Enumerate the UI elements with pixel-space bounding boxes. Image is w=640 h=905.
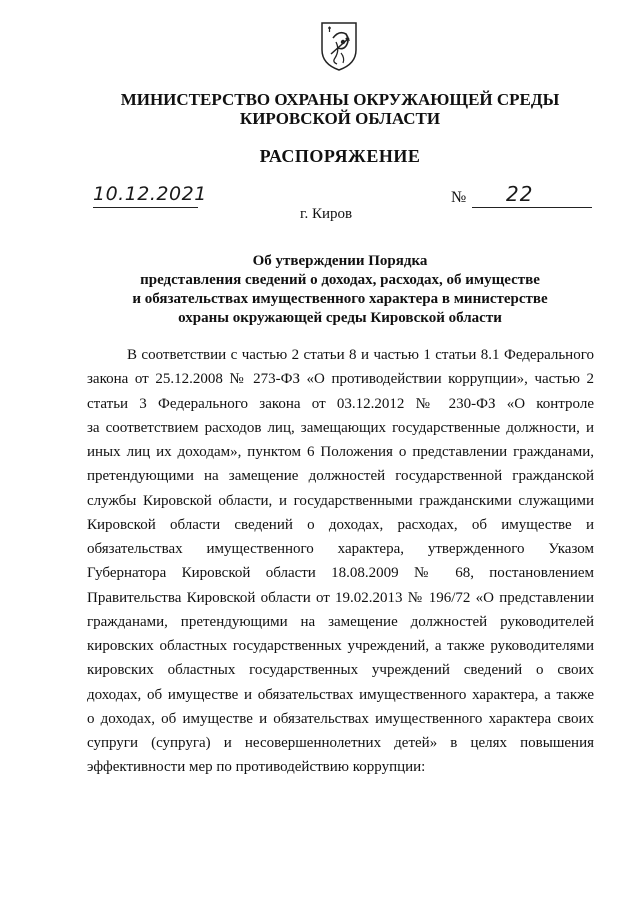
title-line: охраны окружающей среды Кировской области <box>178 310 502 326</box>
body-line: гражданами, претендующими на замещение должностей руководителей <box>87 613 594 630</box>
body-line: В соответствии с частью 2 статьи 8 и частью 1 статьи 8.1 Федерального <box>127 347 594 363</box>
body-line: супруги (супруга) и несовершеннолетних детей» в целях повышения <box>87 735 594 751</box>
body-line: за соответствием расходов лиц, замещающих государственные должности, и <box>87 419 594 436</box>
title-line: и обязательствах имущественного характера в министерстве <box>132 291 548 307</box>
title-line: Об утверждении Порядка <box>252 253 428 269</box>
body-line: эффективности мер по противодействию коррупции: <box>87 759 426 776</box>
handwritten-number: 22 <box>506 182 534 206</box>
number-label: № <box>451 189 467 206</box>
body-line: Кировской области сведений о доходах, расходах, об имуществе и <box>87 516 594 533</box>
body-line: о доходах, об имуществе и обязательствах имущественного характера своих <box>87 710 594 727</box>
body-line: претендующими на замещение должностей государственной гражданской <box>87 468 594 485</box>
body-line: кировских областных государственных учреждений сведений о своих <box>87 662 594 679</box>
body-line: Губернатора Кировской области 18.08.2009 № 68, постановлением <box>87 565 594 582</box>
handwritten-date: 10.12.2021 <box>93 183 207 205</box>
number-field <box>472 182 592 208</box>
city: г. Киров <box>300 206 353 222</box>
title-line: представления сведений о доходах, расходах, об имуществе <box>140 272 540 288</box>
body-line: закона от 25.12.2008 № 273-ФЗ «О противодействии коррупции», частью 2 <box>87 371 594 388</box>
document-title <box>100 252 580 328</box>
body-line: службы Кировской области, и государственными гражданскими служащими <box>87 492 594 509</box>
body-line: статьи 3 Федерального закона от 03.12.2012 № 230-ФЗ «О контроле <box>87 395 594 412</box>
body-line: кировских областных государственных учреждений, а также руководителями <box>87 638 594 654</box>
date-field <box>93 183 207 208</box>
body-line: иных лиц их доходам», пунктом 6 Положения о представлении гражданами, <box>87 444 594 460</box>
ministry-name <box>60 90 620 128</box>
body-line: обязательствах имущественного характера, утвержденного Указом <box>87 541 594 557</box>
ministry-name-line: МИНИСТЕРСТВО ОХРАНЫ ОКРУЖАЮЩЕЙ СРЕДЫ <box>120 90 560 109</box>
body-paragraph <box>87 343 594 780</box>
body-line: доходах, об имуществе и обязательствах имущественного характера, а также <box>87 686 594 703</box>
kirov-coat-of-arms-icon <box>319 20 359 72</box>
document-type: РАСПОРЯЖЕНИЕ <box>259 146 421 166</box>
ministry-name-line: КИРОВСКОЙ ОБЛАСТИ <box>239 109 441 128</box>
body-line: Правительства Кировской области от 19.02.2013 № 196/72 «О представлении <box>87 589 594 606</box>
